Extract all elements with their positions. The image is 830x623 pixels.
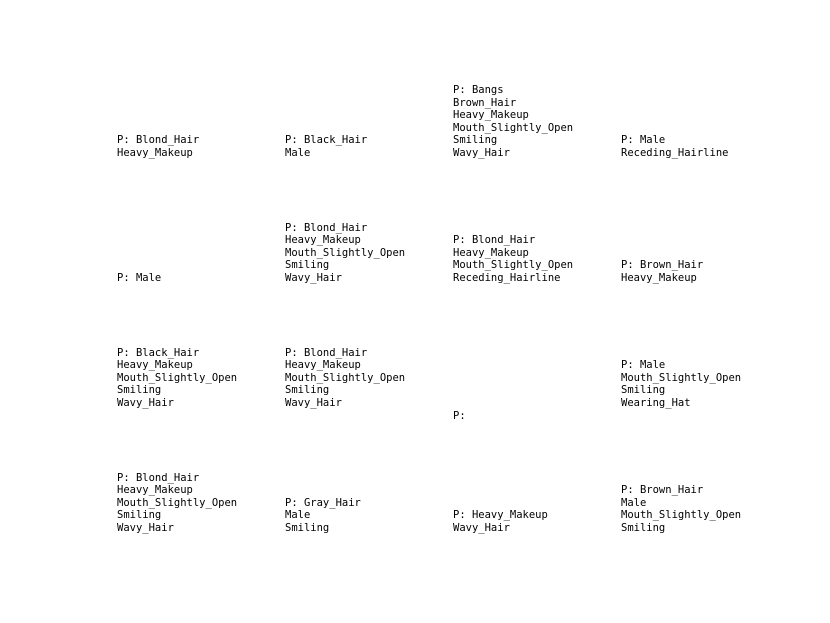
panel-label [285, 435, 450, 534]
panel-label-line: Smiling [285, 259, 330, 271]
panel-label [621, 435, 786, 534]
panel-label-line: P: Black_Hair [285, 134, 368, 146]
panel-label-line: Heavy_Makeup [117, 146, 193, 159]
panel-label-line: P: Brown_Hair [621, 259, 704, 271]
panel-label-line: Wavy_Hair [453, 146, 510, 159]
panel-label-line: Smiling [621, 521, 666, 534]
panel-label-line: Heavy_Makeup [117, 359, 193, 371]
panel-label [285, 310, 450, 409]
panel-label-line: Mouth_Slightly_Open [117, 371, 238, 384]
panel-label-line: Heavy_Makeup [285, 234, 361, 246]
panel-label-line: Male [621, 496, 647, 509]
panel-label-line: Mouth_Slightly_Open [453, 121, 574, 134]
panel-label [285, 60, 450, 159]
panel-label-line: P: Male [621, 359, 666, 371]
panel-label-line: Heavy_Makeup [453, 109, 529, 121]
panel-label-line: Wearing_Hat [621, 396, 691, 409]
panel-label-line: P: Male [621, 134, 666, 146]
panel-label-line: P: Bangs [453, 84, 504, 96]
panel-label-line: Heavy_Makeup [621, 271, 697, 284]
panel-label-line: P: Male [117, 271, 162, 284]
panel-label-line: Mouth_Slightly_Open [621, 509, 742, 521]
panel-label [285, 185, 450, 284]
panel-label-line: Wavy_Hair [453, 521, 510, 534]
panel-label-line: Receding_Hairline [453, 271, 561, 284]
panel-label [453, 435, 618, 534]
panel-label-line: Heavy_Makeup [117, 484, 193, 496]
panel-label-line: Brown_Hair [453, 96, 517, 109]
panel-label-line: Smiling [285, 521, 330, 534]
panel-label-line: Heavy_Makeup [453, 246, 529, 259]
prediction-grid [117, 0, 817, 623]
panel-label-line: P: Blond_Hair [285, 346, 368, 359]
panel-label-line: Smiling [117, 509, 162, 521]
panel-label-line: Receding_Hairline [621, 146, 729, 159]
panel-label-line: P: Gray_Hair [285, 496, 361, 509]
panel-label [453, 185, 618, 284]
panel-label [621, 60, 786, 159]
panel-label-line: Mouth_Slightly_Open [285, 246, 406, 259]
panel-label-line: P: Blond_Hair [117, 471, 200, 484]
panel-label-line: Mouth_Slightly_Open [453, 259, 574, 271]
panel-label-line: Mouth_Slightly_Open [117, 496, 238, 509]
panel-label-line: P: [453, 409, 466, 422]
panel-label-line: P: Black_Hair [117, 346, 200, 359]
panel-label-line: Wavy_Hair [285, 271, 342, 284]
panel-label-line: Smiling [453, 134, 498, 146]
panel-label-line: P: Heavy_Makeup [453, 509, 548, 521]
panel-label-line: Wavy_Hair [285, 396, 342, 409]
panel-label-line: Smiling [117, 384, 162, 396]
panel-label-line: P: Brown_Hair [621, 484, 704, 496]
panel-label-line: Male [285, 146, 311, 159]
panel-label [117, 185, 282, 284]
panel-label-line: Wavy_Hair [117, 396, 174, 409]
panel-label-line: P: Blond_Hair [285, 221, 368, 234]
panel-label-line: Mouth_Slightly_Open [285, 371, 406, 384]
panel-label-line: P: Blond_Hair [117, 134, 200, 146]
panel-label-line: Wavy_Hair [117, 521, 174, 534]
panel-label [453, 60, 618, 159]
panel-label-line: Mouth_Slightly_Open [621, 371, 742, 384]
panel-label [621, 310, 786, 409]
panel-label-line: Male [285, 509, 311, 521]
panel-label [453, 323, 618, 422]
panel-label-line: Heavy_Makeup [285, 359, 361, 371]
panel-label-line: Smiling [285, 384, 330, 396]
panel-label [117, 435, 282, 534]
panel-label [117, 60, 282, 159]
panel-label [621, 185, 786, 284]
panel-label-line: Smiling [621, 384, 666, 396]
panel-label-line: P: Blond_Hair [453, 234, 536, 246]
panel-label [117, 310, 282, 409]
